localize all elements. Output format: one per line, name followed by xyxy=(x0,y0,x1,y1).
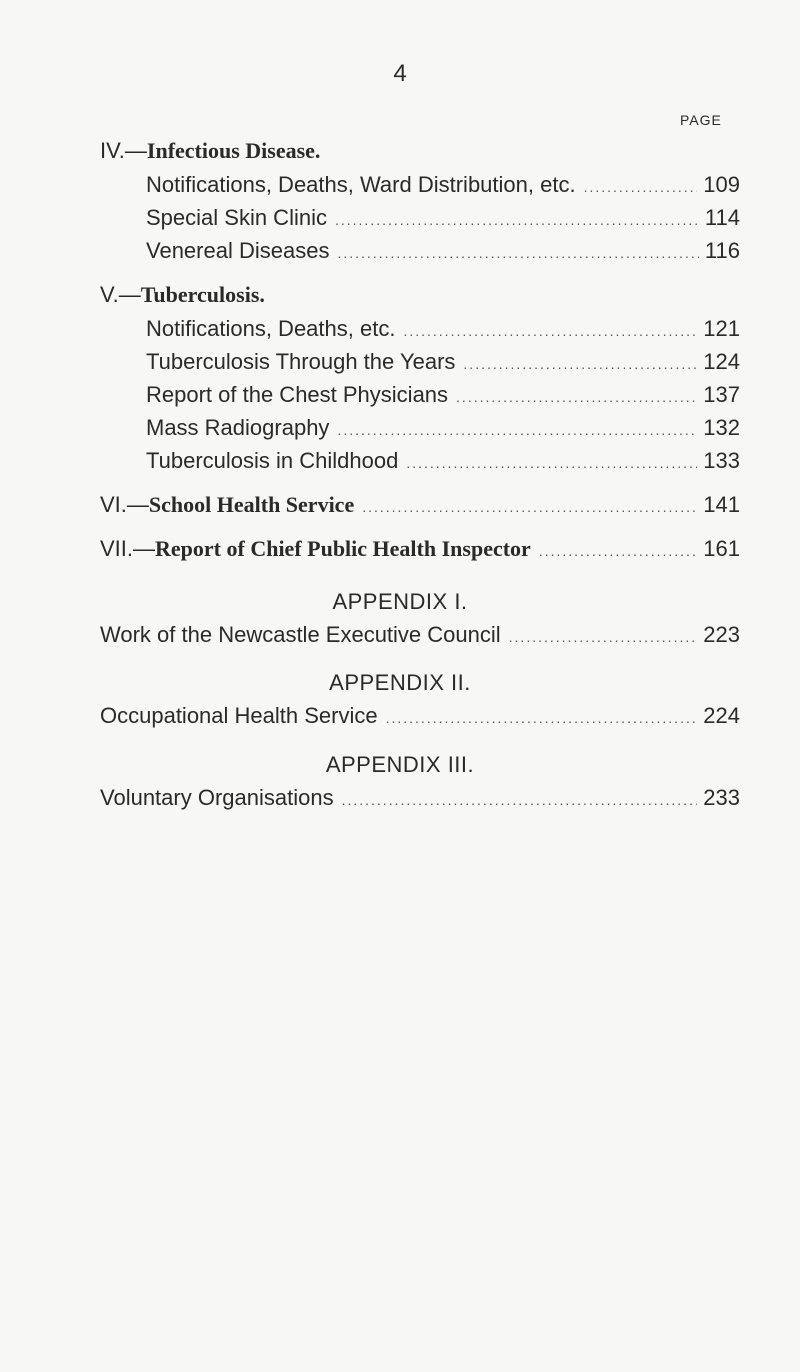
appendix-heading: APPENDIX I. xyxy=(332,589,468,614)
toc-entry-section xyxy=(100,492,740,518)
section-title: Infectious Disease. xyxy=(146,138,321,163)
entry-page: 137 xyxy=(703,382,740,407)
toc-entry xyxy=(100,785,740,811)
toc-entry xyxy=(146,316,740,342)
entry-page: 224 xyxy=(703,703,740,728)
entry-page: 161 xyxy=(703,536,740,561)
entry-page: 223 xyxy=(703,622,740,647)
entry-page: 124 xyxy=(703,349,740,374)
dot-leader xyxy=(403,323,697,339)
entry-title: Tuberculosis Through the Years xyxy=(146,349,456,374)
entry-title: Report of the Chest Physicians xyxy=(146,382,449,407)
entry-page: 114 xyxy=(704,205,740,230)
entry-title: Work of the Newcastle Executive Council xyxy=(100,622,501,647)
entry-page: 116 xyxy=(704,238,740,263)
toc-entry xyxy=(146,415,740,441)
toc-entry-section xyxy=(100,536,740,562)
section-heading xyxy=(100,138,320,164)
appendix-heading: APPENDIX III. xyxy=(325,752,475,777)
entry-title: Special Skin Clinic xyxy=(146,205,327,230)
entry-page: 141 xyxy=(703,492,740,517)
toc-entry xyxy=(100,703,740,729)
toc-entry xyxy=(146,238,740,264)
section-number: VI.— xyxy=(100,492,149,517)
section-number: IV.— xyxy=(100,138,147,163)
entry-page: 109 xyxy=(703,172,740,197)
toc-entry xyxy=(146,205,740,231)
page-number: 4 xyxy=(393,60,407,87)
appendix-heading: APPENDIX II. xyxy=(329,670,471,695)
toc-entry xyxy=(146,382,740,408)
entry-page: 121 xyxy=(703,316,740,341)
entry-title: Occupational Health Service xyxy=(100,703,378,728)
toc-entry xyxy=(146,349,740,375)
dot-leader xyxy=(509,629,698,645)
dot-leader xyxy=(539,543,697,559)
entry-title: Report of Chief Public Health Inspector xyxy=(155,536,531,561)
entry-page: 132 xyxy=(703,415,740,440)
dot-leader xyxy=(584,179,698,195)
dot-leader xyxy=(342,792,698,808)
dot-leader xyxy=(456,389,697,405)
entry-title: Mass Radiography xyxy=(146,415,330,440)
entry-title: Notifications, Deaths, Ward Distribution, etc. xyxy=(146,172,576,197)
entry-title: Notifications, Deaths, etc. xyxy=(146,316,396,341)
entry-title: Venereal Diseases xyxy=(146,238,330,263)
dot-leader xyxy=(463,356,697,372)
entry-title: Tuberculosis in Childhood xyxy=(146,448,399,473)
toc-entry xyxy=(146,172,740,198)
dot-leader xyxy=(406,455,697,471)
dot-leader xyxy=(335,212,699,228)
section-heading xyxy=(100,282,265,308)
entry-page: 133 xyxy=(703,448,740,473)
toc-entry xyxy=(100,622,740,648)
section-number: VII.— xyxy=(100,536,156,561)
dot-leader xyxy=(362,499,697,515)
page-column-label: PAGE xyxy=(680,112,722,128)
entry-page: 233 xyxy=(703,785,740,810)
entry-title: School Health Service xyxy=(148,492,355,517)
entry-title: Voluntary Organisations xyxy=(100,785,334,810)
dot-leader xyxy=(386,710,698,726)
toc-entry xyxy=(146,448,740,474)
section-number: V.— xyxy=(100,282,141,307)
section-title: Tuberculosis. xyxy=(140,282,265,307)
dot-leader xyxy=(337,245,698,261)
dot-leader xyxy=(337,422,697,438)
